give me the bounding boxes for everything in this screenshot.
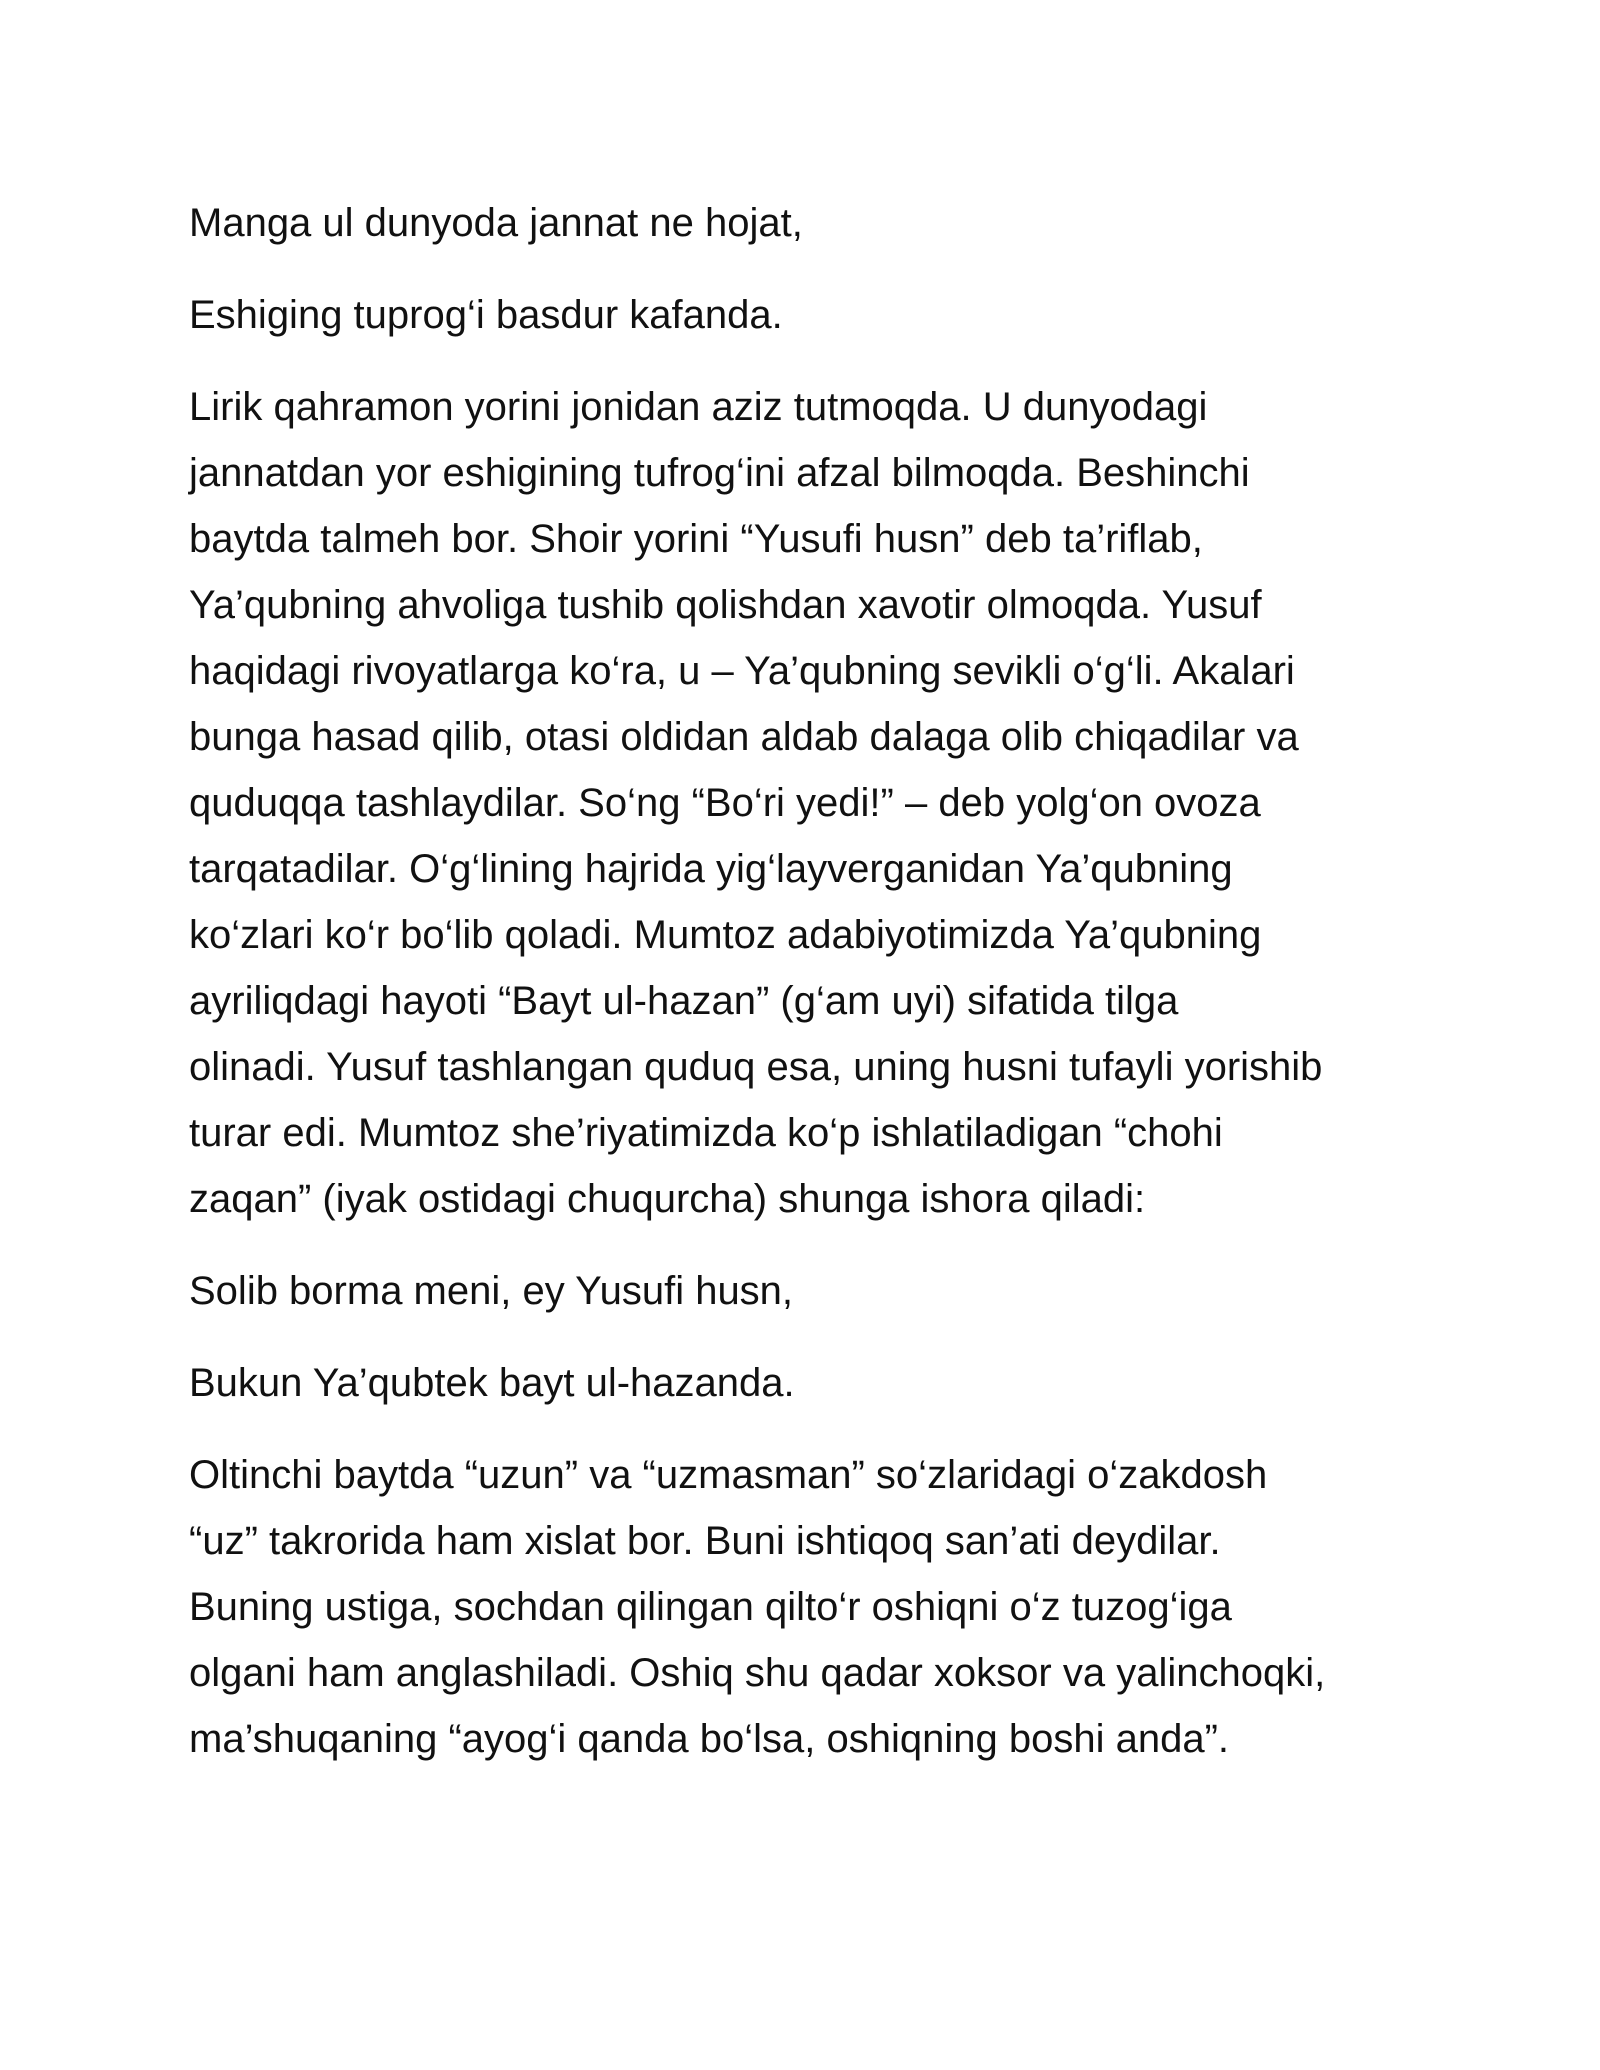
paragraph-2 [189, 1442, 1429, 1772]
verse2-line1: Solib borma meni, ey Yusufi husn, [189, 1269, 794, 1313]
paragraph2-line: Oltinchi baytda “uzun” va “uzmasman” so‘zlaridagi o‘zakdosh [189, 1453, 1268, 1497]
verse1-line2: Eshiging tuprog‘i basdur kafanda. [189, 293, 783, 337]
paragraph1-line: bunga hasad qilib, otasi oldidan aldab dalaga olib chiqadilar va [189, 715, 1299, 759]
verse2-line2: Bukun Ya’qubtek bayt ul-hazanda. [189, 1361, 795, 1405]
paragraph1-line: ayriliqdagi hayoti “Bayt ul-hazan” (g‘am uyi) sifatida tilga [189, 979, 1179, 1023]
paragraph1-line: quduqqa tashlaydilar. So‘ng “Bo‘ri yedi!” – deb yolg‘on ovoza [189, 781, 1261, 825]
paragraph2-line: ma’shuqaning “ayog‘i qanda bo‘lsa, oshiqning boshi anda”. [189, 1717, 1229, 1761]
paragraph2-line: olgani ham anglashiladi. Oshiq shu qadar xoksor va yalinchoqki, [189, 1651, 1326, 1695]
paragraph2-line: “uz” takrorida ham xislat bor. Buni ishtiqoq san’ati deydilar. [189, 1519, 1221, 1563]
paragraph-1 [189, 374, 1429, 1232]
paragraph1-line: tarqatadilar. O‘g‘lining hajrida yig‘layverganidan Ya’qubning [189, 847, 1233, 891]
paragraph2-line: Buning ustiga, sochdan qilingan qilto‘r oshiqni o‘z tuzog‘iga [189, 1585, 1232, 1629]
paragraph1-line: turar edi. Mumtoz she’riyatimizda ko‘p ishlatiladigan “chohi [189, 1111, 1223, 1155]
paragraph1-line: baytda talmeh bor. Shoir yorini “Yusufi husn” deb ta’riflab, [189, 517, 1203, 561]
paragraph1-line: haqidagi rivoyatlarga ko‘ra, u – Ya’qubning sevikli o‘g‘li. Akalari [189, 649, 1295, 693]
paragraph1-line: jannatdan yor eshigining tufrog‘ini afzal bilmoqda. Beshinchi [189, 451, 1250, 495]
paragraph1-line: ko‘zlari ko‘r bo‘lib qoladi. Mumtoz adabiyotimizda Ya’qubning [189, 913, 1262, 957]
paragraph1-line: olinadi. Yusuf tashlangan quduq esa, uning husni tufayli yorishib [189, 1045, 1323, 1089]
paragraph1-line: Ya’qubning ahvoliga tushib qolishdan xavotir olmoqda. Yusuf [189, 583, 1262, 627]
paragraph1-line: Lirik qahramon yorini jonidan aziz tutmoqda. U dunyodagi [189, 385, 1208, 429]
document-page [189, 190, 1429, 1798]
verse1-line1: Manga ul dunyoda jannat ne hojat, [189, 201, 803, 245]
paragraph1-line: zaqan” (iyak ostidagi chuqurcha) shunga ishora qiladi: [189, 1177, 1146, 1221]
